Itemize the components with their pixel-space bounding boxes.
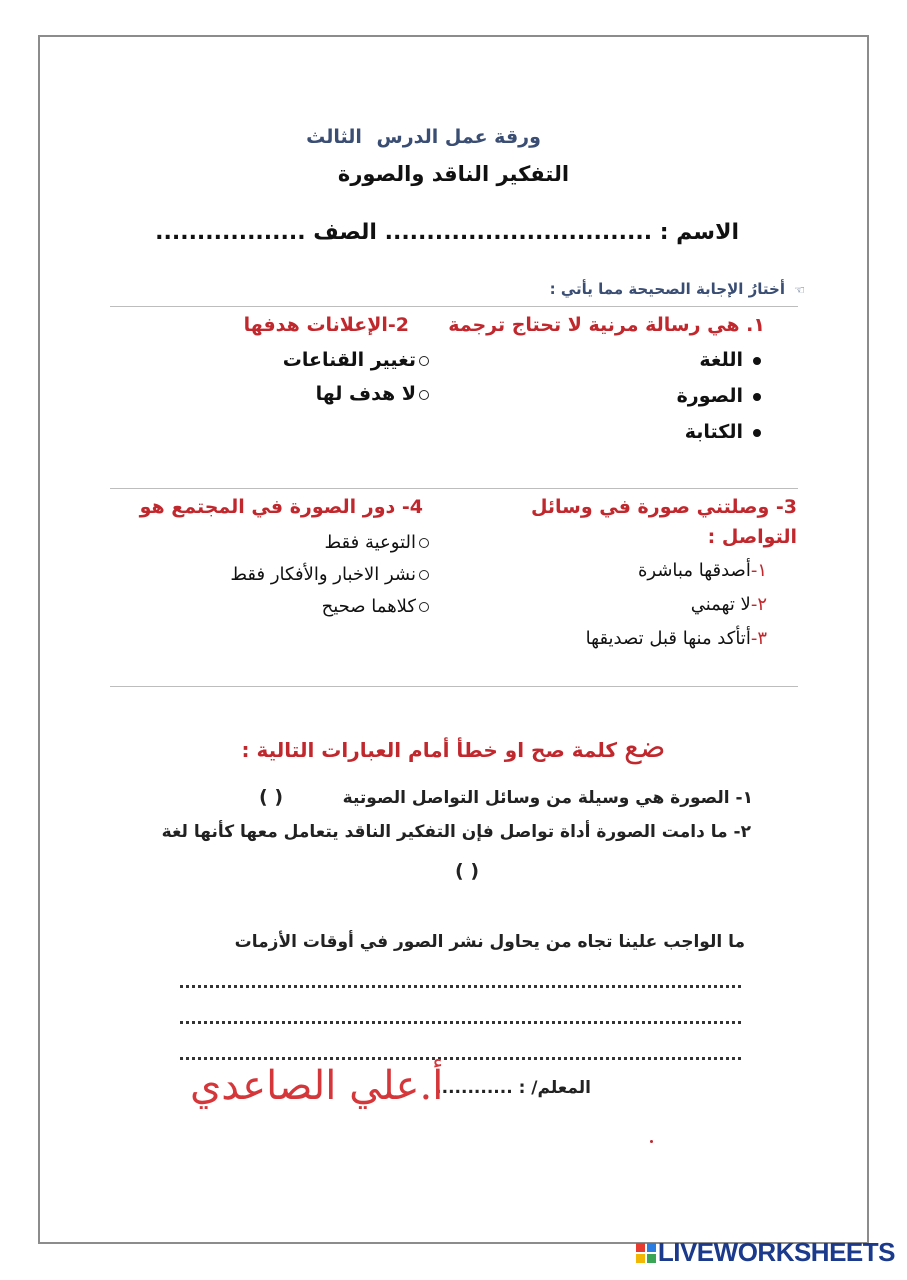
q3-text-line2: التواصل : <box>707 526 797 548</box>
q3-text-line1: 3- وصلتني صورة في وسائل <box>530 496 797 518</box>
divider <box>110 306 798 307</box>
teacher-dots: ............ <box>435 1078 513 1098</box>
q2-option-2[interactable]: لا هدف لها <box>316 383 429 405</box>
q3-option-2[interactable]: ٢-لا تهمني <box>690 594 767 615</box>
radio-circle-icon <box>419 356 429 366</box>
true-false-title <box>0 730 907 765</box>
name-field[interactable]: ................................ <box>384 220 653 245</box>
q4-option-2[interactable]: نشر الاخبار والأفكار فقط <box>230 564 429 585</box>
tf-statement-1: ١- الصورة هي وسيلة من وسائل التواصل الصوتية <box>342 788 753 808</box>
instruction-text: أختارُ الإجابة الصحيحة مما يأتي : <box>549 280 785 298</box>
worksheet-title-text: ورقة عمل الدرس <box>376 126 541 148</box>
q4-option-3[interactable]: كلاهما صحيح <box>322 596 429 617</box>
teacher-label <box>435 1078 591 1098</box>
teacher-signature: أ.علي الصاعدي <box>190 1063 444 1109</box>
teacher-label-text: المعلم/ : <box>518 1078 591 1098</box>
worksheet-subtitle: التفكير الناقد والصورة <box>337 162 570 186</box>
divider <box>110 686 798 687</box>
answer-line-3[interactable] <box>180 1057 741 1060</box>
q1-option-3[interactable]: الكتابة <box>685 421 761 443</box>
q1-option-2[interactable]: الصورة <box>677 385 761 407</box>
name-class-line <box>155 220 739 245</box>
true-false-title-rest: كلمة صح او خطأ أمام العبارات التالية : <box>241 738 618 762</box>
liveworksheets-logo-icon <box>636 1243 656 1263</box>
bullet-icon <box>753 357 761 365</box>
red-dot <box>650 1140 653 1143</box>
q4-option-1[interactable]: التوعية فقط <box>324 532 429 553</box>
name-label: الاسم : <box>659 220 739 245</box>
q2-option-1[interactable]: تغيير القناعات <box>283 349 429 371</box>
instruction-line <box>550 280 805 298</box>
radio-circle-icon <box>419 602 429 612</box>
radio-circle-icon <box>419 570 429 580</box>
divider <box>110 488 798 489</box>
q4-text: 4- دور الصورة في المجتمع هو <box>139 496 423 518</box>
tf-statement-2: ٢- ما دامت الصورة أداة تواصل فإن التفكير الناقد يتعامل معها كأنها لغة <box>161 822 751 842</box>
class-field[interactable]: .................. <box>155 220 306 245</box>
lesson-number: الثالث <box>306 126 362 148</box>
answer-line-1[interactable] <box>180 985 741 988</box>
radio-circle-icon <box>419 538 429 548</box>
true-false-title-big: ضع <box>624 730 666 765</box>
pointing-hand-icon: ☜ <box>794 283 805 297</box>
q1-text: ١. هي رسالة مرنية لا تحتاج ترجمة <box>448 314 765 336</box>
tf-answer-1[interactable]: ( ) <box>259 786 283 808</box>
brand-name: LIVEWORKSHEETS <box>657 1237 895 1267</box>
bullet-icon <box>753 393 761 401</box>
tf-answer-2[interactable]: ( ) <box>455 860 479 882</box>
answer-line-2[interactable] <box>180 1021 741 1024</box>
q3-option-1[interactable]: ١-أصدقها مباشرة <box>637 560 767 581</box>
radio-circle-icon <box>419 390 429 400</box>
q1-option-1[interactable]: اللغة <box>699 349 761 371</box>
bullet-icon <box>753 429 761 437</box>
liveworksheets-brand <box>636 1237 895 1268</box>
q2-text: 2-الإعلانات هدفها <box>243 314 409 336</box>
worksheet-title <box>0 126 907 148</box>
q3-option-3[interactable]: ٣-أتأكد منها قبل تصديقها <box>585 628 767 649</box>
class-label: الصف <box>313 220 377 245</box>
essay-question: ما الواجب علينا تجاه من يحاول نشر الصور في أوقات الأزمات <box>234 932 745 952</box>
